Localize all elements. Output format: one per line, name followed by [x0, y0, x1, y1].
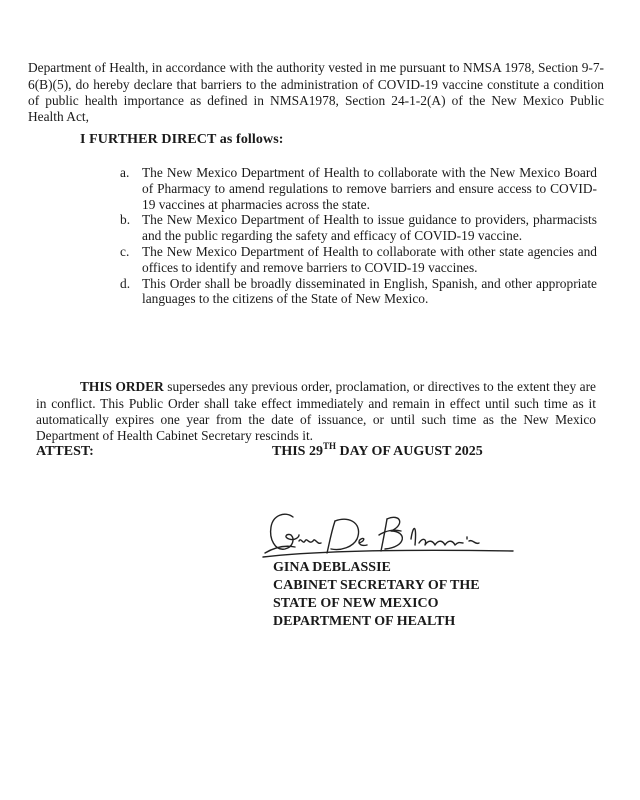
attest-label: ATTEST: [36, 444, 94, 459]
order-lead: THIS ORDER [80, 379, 164, 395]
intro-paragraph: Department of Health, in accordance with the authority vested in me pursuant to NMSA 1978, Section 9-7-6(B)(5), do hereby declare that barriers to the administration of COVID-19 vaccine constitute a condition of public health importance as defined in NMSA1978, Section 24-1-2(A) of the New Mexico Public Health Act, [28, 60, 604, 124]
directive-text: The New Mexico Department of Health to collaborate with other state agencies and offices to identify and remove barriers to COVID-19 vaccines. [142, 243, 597, 275]
directive-marker: a. [120, 165, 130, 180]
directive-text: This Order shall be broadly disseminated in English, Spanish, and other appropriate languages to the citizens of the State of New Mexico. [142, 275, 597, 307]
directive-item-a [115, 165, 597, 212]
directive-heading: I FURTHER DIRECT as follows: [80, 132, 284, 147]
signature-block [273, 559, 480, 631]
directive-list [115, 165, 597, 307]
directive-text: The New Mexico Department of Health to collaborate with the New Mexico Board of Pharmacy to amend regulations to remove barriers and ensure access to COVID-19 vaccines at pharmacies across the state. [142, 165, 597, 212]
signatory-title-line: STATE OF NEW MEXICO [273, 596, 439, 611]
directive-text: The New Mexico Department of Health to issue guidance to providers, pharmacists and the public regarding the safety and efficacy of COVID-19 vaccine. [142, 212, 597, 244]
date-rest: DAY OF AUGUST 2025 [335, 444, 483, 459]
date-ordinal-suffix: TH [322, 441, 336, 451]
signatory-title-line: DEPARTMENT OF HEALTH [273, 614, 456, 629]
order-paragraph [36, 379, 596, 444]
attest-date [272, 441, 483, 460]
directive-marker: d. [120, 275, 131, 291]
signatory-title-line: CABINET SECRETARY OF THE [273, 578, 480, 593]
signatory-name: GINA DEBLASSIE [273, 560, 391, 575]
directive-marker: b. [120, 212, 131, 228]
date-prefix: THIS 29 [272, 444, 323, 459]
directive-marker: c. [120, 243, 130, 259]
order-text: supersedes any previous order, proclamation, or directives to the extent they are in conflict. This Public Order shall take effect immediately and remain in effect until such time as it automatically expires one year from the date of issuance, or until such time as the New Mexico Department of Health Cabinet Secretary rescinds it. [36, 379, 596, 443]
directive-item-d [115, 276, 597, 308]
directive-item-b [115, 212, 597, 244]
directive-item-c [115, 244, 597, 276]
